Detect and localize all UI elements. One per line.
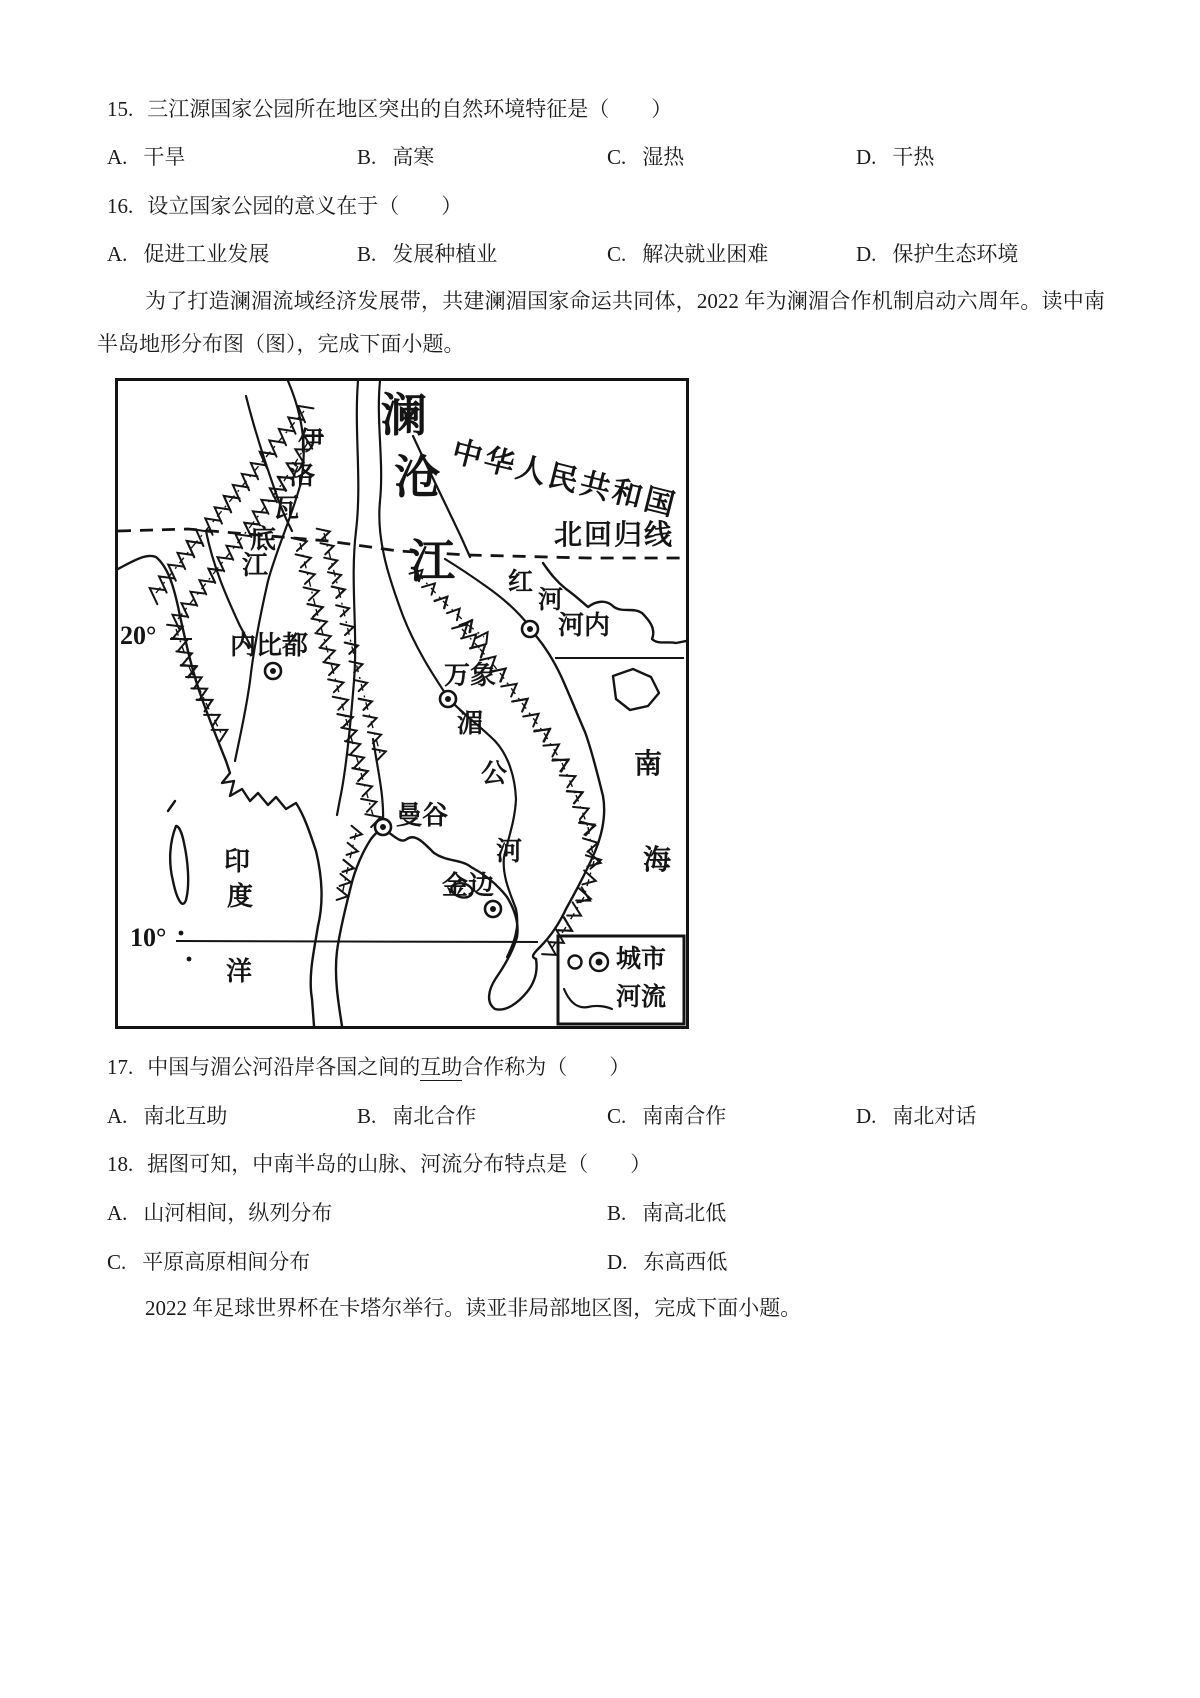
question-17-stem-post: 合作称为（ ）	[462, 1055, 631, 1079]
question-17-stem-underlined: 互助	[420, 1055, 463, 1079]
label-phnom-penh: 金边	[442, 871, 495, 900]
question-17	[107, 1051, 1107, 1081]
andaman-island	[170, 826, 188, 904]
question-16-stem: 设立国家公园的意义在于（ ）	[147, 194, 463, 218]
option-16-b: B. 发展种植业	[357, 242, 498, 266]
hainan-island	[613, 669, 659, 710]
label-indian-ocean-char-2: 洋	[226, 957, 253, 986]
question-15-options	[107, 141, 1117, 171]
label-irrawaddy-char-4: 江	[242, 551, 269, 580]
legend-city-circle	[569, 956, 582, 969]
question-18-options-ab	[107, 1197, 1117, 1227]
label-irrawaddy-char-3: 底	[250, 525, 277, 554]
option-15-c: C. 湿热	[607, 145, 685, 169]
option-17-a: A. 南北互助	[107, 1104, 228, 1128]
question-16-options	[107, 238, 1117, 268]
label-china: 中华人民共和国	[448, 435, 681, 523]
city-dot-vientiane	[440, 691, 456, 707]
question-18-number: 18.	[107, 1152, 134, 1176]
small-island-1	[179, 931, 184, 936]
label-lancang-char-1: 沧	[394, 452, 440, 503]
label-lat-20: 20°	[120, 621, 157, 650]
question-17-options	[107, 1100, 1117, 1130]
label-south-china-sea-char-1: 海	[643, 845, 672, 876]
option-16-c: C. 解决就业困难	[607, 242, 769, 266]
question-16-number: 16.	[107, 194, 134, 218]
passage-world-cup: 2022 年足球世界杯在卡塔尔举行。读亚非局部地区图，完成下面小题。	[145, 1296, 802, 1320]
label-irrawaddy-char-2: 瓦	[273, 494, 300, 523]
label-mekong-char-0: 湄	[457, 709, 484, 738]
lat-10-line	[176, 941, 538, 942]
question-17-number: 17.	[107, 1055, 134, 1079]
indochina-peninsula-map	[115, 378, 689, 1029]
label-south-china-sea-char-0: 南	[634, 749, 663, 780]
label-lancang-char-2: 江	[409, 536, 455, 587]
question-16	[107, 190, 1107, 220]
option-17-c: C. 南南合作	[607, 1104, 727, 1128]
label-red-river-char-1: 河	[538, 587, 564, 614]
label-lancang-char-0: 澜	[381, 390, 427, 441]
passage-lancang-mekong: 为了打造澜湄流域经济发展带，共建澜湄国家命运共同体，2022 年为澜湄合作机制启动六周年。读中南半岛地形分布图（图），完成下面小题。	[97, 289, 1105, 356]
city-dot-naypyidaw	[265, 663, 281, 679]
label-mekong-char-1: 公	[481, 759, 508, 788]
label-irrawaddy-char-1: 洛	[289, 461, 316, 490]
label-mekong-char-2: 河	[496, 837, 523, 866]
option-15-d: D. 干热	[856, 145, 935, 169]
label-tropic-of-cancer: 北回归线	[554, 520, 675, 551]
question-15-number: 15.	[107, 97, 134, 121]
andaman-islet-tick	[168, 801, 175, 811]
option-15-b: B. 高寒	[357, 145, 435, 169]
small-island-2	[187, 957, 192, 962]
option-18-d: D. 东高西低	[607, 1250, 728, 1274]
option-18-c: C. 平原高原相间分布	[107, 1250, 311, 1274]
label-naypyidaw: 内比都	[230, 631, 309, 660]
city-dot-phnom-penh	[485, 901, 501, 917]
question-17-stem-pre: 中国与湄公河沿岸各国之间的	[147, 1055, 421, 1079]
option-16-a: A. 促进工业发展	[107, 242, 270, 266]
option-18-b: B. 南高北低	[607, 1201, 727, 1225]
option-15-a: A. 干旱	[107, 145, 186, 169]
legend-river-label: 河流	[616, 984, 667, 1011]
question-15-stem: 三江源国家公园所在地区突出的自然环境特征是（ ）	[147, 97, 673, 121]
vietnam-coastline	[530, 629, 604, 959]
option-16-d: D. 保护生态环境	[856, 242, 1019, 266]
label-vientiane: 万象	[444, 661, 497, 690]
question-18-options-cd	[107, 1246, 1117, 1276]
option-18-a: A. 山河相间，纵列分布	[107, 1201, 333, 1225]
question-18-stem: 据图可知，中南半岛的山脉、河流分布特点是（ ）	[147, 1152, 652, 1176]
label-red-river-char-0: 红	[508, 569, 534, 596]
label-bangkok: 曼谷	[396, 801, 449, 830]
legend-city-label: 城市	[616, 946, 667, 973]
question-18	[107, 1148, 1107, 1178]
city-dot-hanoi	[522, 621, 538, 637]
option-17-d: D. 南北对话	[856, 1104, 977, 1128]
label-irrawaddy-char-0: 伊	[298, 427, 325, 456]
question-15	[107, 93, 1107, 123]
label-hanoi: 河内	[558, 611, 611, 640]
label-indian-ocean-char-0: 印	[224, 847, 251, 876]
label-lat-10: 10°	[130, 923, 167, 952]
option-17-b: B. 南北合作	[357, 1104, 477, 1128]
label-indian-ocean-char-1: 度	[227, 882, 254, 911]
